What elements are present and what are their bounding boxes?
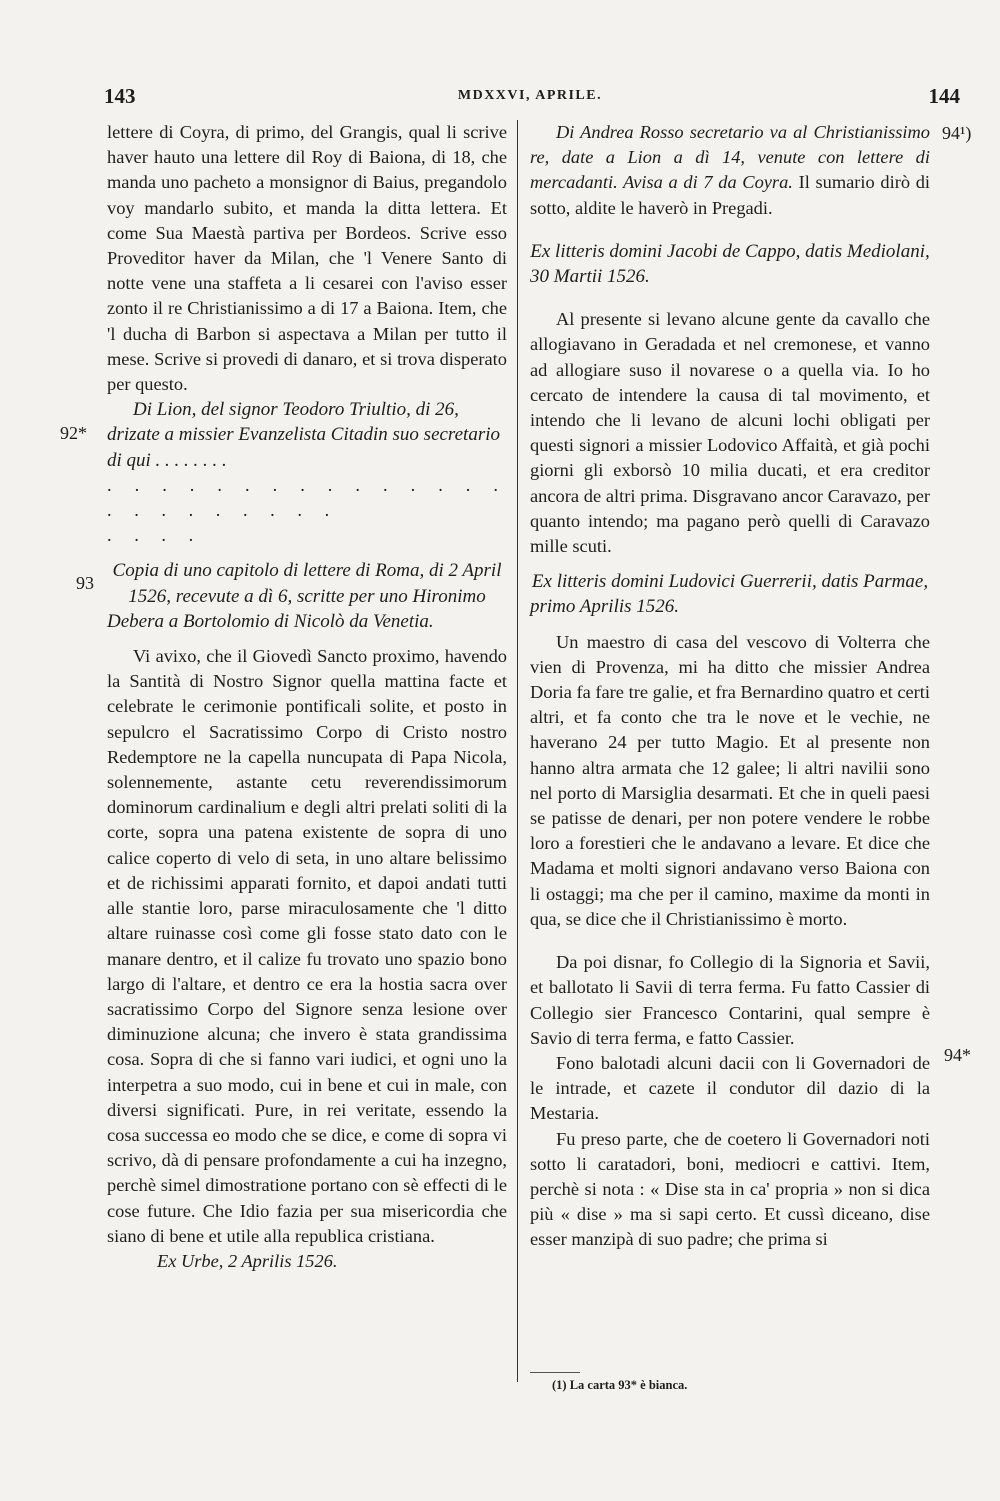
heading-jacobi-de-cappo: Ex litteris domini Jacobi de Cappo, datis Mediolani, 30 Martii 1526. <box>530 240 930 288</box>
paragraph-collegio: Da poi disnar, fo Collegio di la Signoria et Savii, et ballotato li Savii di terra ferma. Fu fatto Cassier di Collegio sier Francesco Contarini, qual sempre è Savio di terra ferma, e fatto Cassier. <box>530 952 930 1048</box>
heading-lion-letter: Di Lion, del signor Teodoro Triultio, di 26, drizate a missier Evanzelista Citadin suo secretario di qui . . . . . . . . <box>107 399 501 471</box>
paragraph-provenza-news: Un maestro di casa del vescovo di Volterra che vien di Provenza, mi ha ditto che missier Andrea Doria fa fare tre galie, et fra Bernardino quatro et certi altri, et fa conto che tra le nove et le vechie, ne haverano 24 per tutto Magio. Et al presente non hanno altra armata che 12 galee; li altri navilii sono nel porto di Marsiglia desarmati. Et che in queli paesi se patisse de denari, per non potere vendere le robbe loro a forestieri che le andavano a levare. Et dice che Madama et molti signori andavano verso Baiona con li ostaggi; ma che per il camino, maxime da monti in qua, se dice che il Christianissimo è morto. <box>530 631 930 929</box>
omission-dots: . . . . . . . . . . . . . . . . . . . . . . . . <box>107 474 507 521</box>
omission-dots-end: . . . . <box>107 525 203 546</box>
heading-guerrerii: Ex litteris domini Ludovici Guerrerii, datis Parmae, primo Aprilis 1526. <box>530 571 929 618</box>
paragraph-milan-cavalry: Al presente si levano alcune gente da cavallo che allogiavano in Geradada et nel cremonese, et vanno ad allogiare suso il novarese o a quella via. Io ho cercato de intendere la causa di tal movimento, et intendo che li levano de alcuni lochi obligati per questi signori a missier Lodovico Affaità, et già pochi giorni gli exborsò 10 milia ducati, et era creditor ancora de altri prima. Disgravano ancor Caravazo, per quanto intendo; ma pagano però quelli di Caravazo mille scuti. <box>530 309 930 557</box>
footnote: (1) La carta 93* è bianca. <box>552 1378 688 1392</box>
paragraph-governadori: Fu preso parte, che de coetero li Governadori noti sotto li caratadori, boni, mediocri e cattivi. Item, perchè si nota : « Dise sta in ca' propria » non si dica più « dise » ma si sapi certo. Et cussì diceano, dise esser manzipà di suo padre; che prima si <box>530 1128 930 1250</box>
running-title: MDXXVI, APRILE. <box>457 88 603 103</box>
paragraph-dacii: Fono balotadi alcuni dacii con li Governadori de le intrade, et cazete il condutor dil dazio di la Mestaria. <box>530 1052 930 1124</box>
heading-rome-letter: Copia di uno capitolo di lettere di Roma, di 2 April 1526, recevute a dì 6, scritte per uno Hironimo Debera a Bortolomio di Nicolò da Venetia. <box>107 560 502 632</box>
margin-note-94: 94¹) <box>942 123 972 143</box>
column-divider <box>517 120 518 1382</box>
margin-note-93: 93 <box>76 573 94 593</box>
andrea-rosso-summary: Il sumario dirò di sotto, aldite le haverò in Pregadi. <box>530 172 930 218</box>
left-column <box>107 120 507 1274</box>
right-column <box>530 120 930 1253</box>
paragraph-rome-miracle: Vi avixo, che il Giovedì Sancto proximo, havendo la Santità di Nostro Signor quella mattina facte et celebrate le cerimonie pontificali solite, et posto in sepulcro el Sacratissimo Corpo di Cristo nostro Redemptore ne la capella nuncupata di Papa Nicola, solennemente, astante cetu reverendissimorum dominorum cardinalium e degli altri prelati soliti di la corte, sopra una patena existente de sopra di uno calice coperto di velo di seta, in uno altare belissimo et de richissimi apparati fornito, et dapoi andati tutti alle stantie loro, parse miraculosamente che 'l ditto altare ruinasse così come gli fosse stato dato con le manare dentro, et il calize fu trovato uno spazio bono largo di l'altare, et dentro ce era la hostia sacra over sacratissimo Corpo del Signore senza lesione over diminuzione alcuna; che invero è stata grandissima cosa. Sopra di che si fanno vari iudici, et ogni uno la interpetra a suo modo, cui in bene et cui in male, con diversi significati. Pure, in rei veritate, essendo la cosa successa eo modo che se dice, e come di sopra vi scrivo, dà di pensare profondamente a cui ha inzegno, perchè simel dimostratione portano con sè effecti di le cose future. Che Idio fazia per sua misericordia che siano di bene et utile alla republica cristiana. <box>107 646 507 1246</box>
signoff-ex-urbe: Ex Urbe, 2 Aprilis 1526. <box>157 1250 338 1271</box>
footnote-rule <box>530 1372 580 1373</box>
margin-note-92: 92* <box>60 423 87 443</box>
heading-andrea-rosso: Di Andrea Rosso secretario va al Christianissimo re, date a Lion a dì 14, venute con lettere di mercadanti. Avisa a di 7 da Coyra. <box>530 122 930 193</box>
page-number-right: 144 <box>928 84 960 108</box>
paragraph-coyra-letter: lettere di Coyra, di primo, del Grangis, qual li scrive haver hauto una lettere dil Roy di Baiona, di 18, che manda uno pacheto a monsignor di Baius, pregandolo voy mandarlo subito, et manda la ditta lettera. Et come Sua Maestà partiva per Bordeos. Scrive esso Proveditor haver da Milan, che 'l Venere Santo di notte vene una staffeta a li cesarei con l'aviso esser zonto il re Christianissimo a di 17 a Baiona. Item, che 'l ducha di Barbon si aspectava a Milan per tutto il mese. Scrive si provedi di danaro, et si trova disperato per questo. <box>107 122 507 395</box>
page-header <box>100 84 960 110</box>
margin-note-94-star: 94* <box>944 1045 971 1065</box>
paragraph-andrea-rosso <box>530 120 930 221</box>
page-number-left: 143 <box>104 84 136 108</box>
